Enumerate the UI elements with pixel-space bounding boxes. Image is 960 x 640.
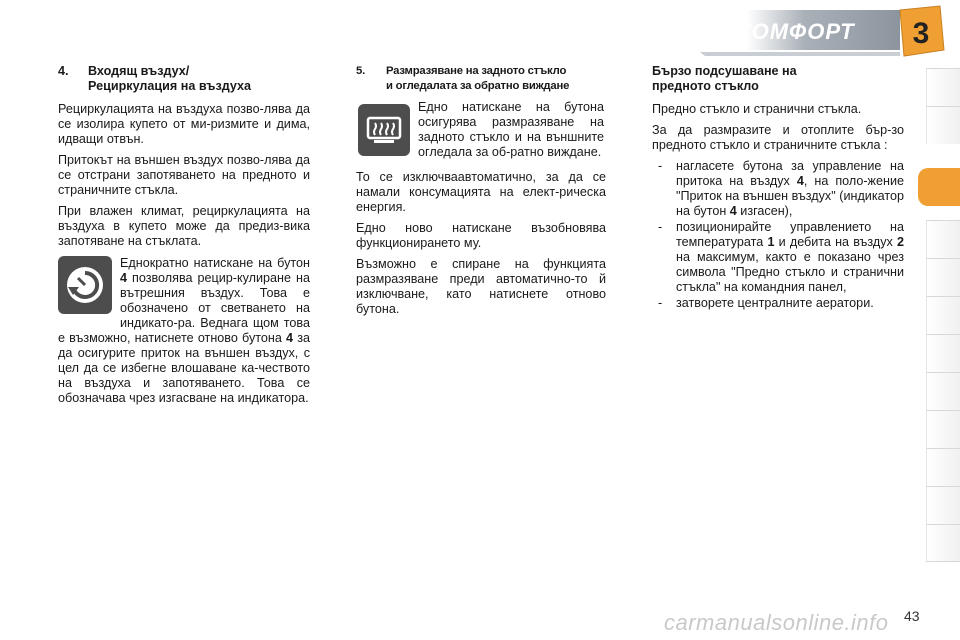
section-4 [58,64,310,255]
chapter-tab[interactable] [926,486,960,524]
quick-defog-heading [652,64,904,94]
section-5-body [356,170,606,323]
chapter-tab[interactable] [926,448,960,486]
section-4-body-c: за да осигурите приток на външен въздух, с цел да се избегне влошаване ка-чеството на въздуха и запотяването. Това се обозначава чрез изгасване на индикатора. [58,331,310,405]
quick-defog-title-line1: Бързо подсушаване на [652,64,797,78]
section-4-heading [58,64,310,94]
section-5-title-line1: Размразяване на задното стъкло [386,65,567,77]
list-item [652,220,904,295]
step2-b: и дебита на въздух [774,235,897,249]
section-5-intro: Едно натискане на бутона осигурява размразяване на задното стъкло и на външните огледала за об-ратно виждане. [418,100,604,159]
chapter-tab[interactable] [926,220,960,258]
chapter-number: 3 [912,17,930,50]
section-4-title-line1: Входящ въздух/ [88,64,190,78]
list-item [652,159,904,219]
chapter-tab[interactable] [926,296,960,334]
header-band [0,0,960,70]
step2-control-ref-2: 2 [896,235,904,249]
chapter-tab[interactable] [926,258,960,296]
step1-a: нагласете бутона за управление на притока на въздух [676,159,904,188]
section-4-para1: Рециркулацията на въздуха позво-лява да се изолира купето от ми-ризмите и дима, идващи отвън. [58,102,310,146]
button-4-ref-2: 4 [286,331,294,345]
section-5-heading [356,64,606,94]
chapter-tab[interactable] [926,334,960,372]
chapter-tab-active[interactable] [918,168,960,206]
quick-defog-para2: За да размразите и отоплите бър-зо предното стъкло и страничните стъкла : [652,123,904,152]
section-4-number: 4. [58,64,69,78]
section-5-number: 5. [356,65,366,77]
button-4-ref: 4 [120,271,128,285]
page-number: 43 [904,608,920,624]
chapter-tab[interactable] [926,106,960,144]
list-dash: - [658,220,663,234]
section-4-body [58,256,310,406]
section-5-para3: Възможно е спиране на функцията размразяване преди автоматично-то й изключване, като натиснете отново бутона. [356,257,606,316]
section-5-para2: Едно ново натискане възобновява функционирането му. [356,221,606,250]
quick-defog-steps [652,159,904,311]
step1-b: , на поло-жение "Приток на външен въздух" (индикатор на бутон [676,174,904,218]
rear-defrost-icon [358,104,410,156]
quick-defog-para1: Предно стъкло и странични стъкла. [652,102,862,116]
section-5-intro-block [418,100,604,166]
list-item [652,296,904,311]
step2-control-ref: 1 [767,235,775,249]
section-4-body-b: позволява рецир-кулиране на вътрешния въздух. Това е обозначено от светването на индикато-ра. Веднага щом това е възможно, натиснете отново бутона [58,271,310,345]
section-5-title-line2: и огледалата за обратно виждане [386,80,570,92]
section-4-title-line2: Рециркулация на въздуха [88,79,252,93]
step1-c: изгасен), [736,204,793,218]
section-4-para3: При влажен климат, рециркулацията на въздуха в купето може да предиз-вика запотяване на стъклата. [58,204,310,248]
list-dash: - [658,296,663,310]
step1-button-ref: 4 [796,174,804,188]
step3: затворете централните аератори. [676,296,874,310]
list-dash: - [658,159,663,173]
chapter-title: КОМФОРТ [737,19,855,44]
icon-spacer [58,256,120,318]
section-4-para2: Притокът на външен въздух позво-лява да се отстрани запотяването на предното и страничните стъкла. [58,153,310,197]
chapter-tabs [926,68,960,576]
step2-c: на максимум, както е показано чрез символа "Предно стъкло и странични стъкла" на командния панел, [676,250,904,294]
quick-defog-title-line2: предното стъкло [652,79,759,93]
step1-button-ref-2: 4 [729,204,737,218]
chapter-tab[interactable] [926,68,960,106]
section-4-body-a: Еднократно натискане на бутон [120,256,310,270]
chapter-tab[interactable] [926,524,960,562]
step2-a: позиционирайте управлението на температурата [676,220,904,249]
section-5 [356,64,606,102]
section-5-para1: То се изключваавтоматично, за да се намали консумацията на елект-рическа енергия. [356,170,606,214]
section-quick-defog [652,64,904,312]
chapter-tab[interactable] [926,410,960,448]
watermark: carmanualsonline.info [664,610,889,635]
chapter-tab[interactable] [926,372,960,410]
